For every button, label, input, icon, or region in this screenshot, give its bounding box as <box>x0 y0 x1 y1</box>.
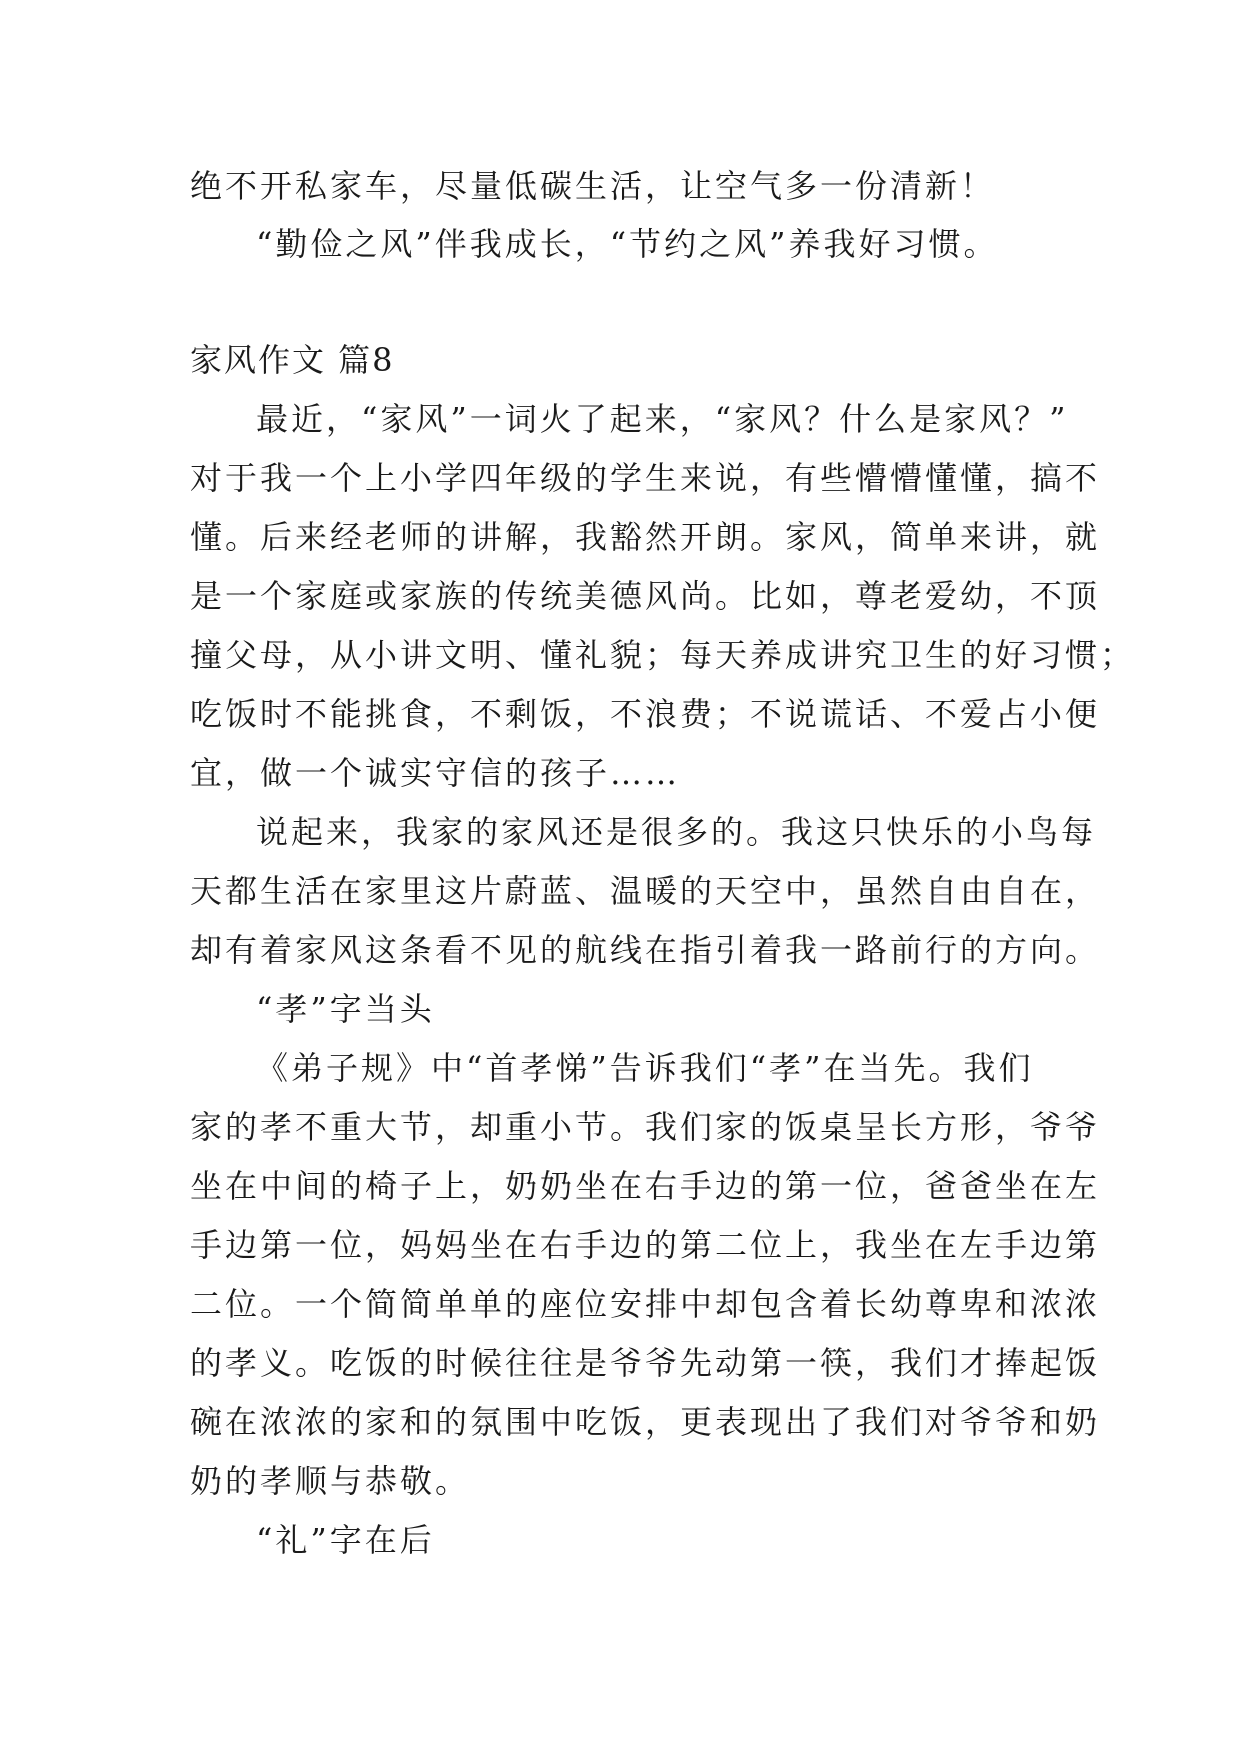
text-line: 说起来，我家的家风还是很多的。我这只快乐的小鸟每 <box>256 813 1097 851</box>
text-line: 却有着家风这条看不见的航线在指引着我一路前行的方向。 <box>190 931 1101 969</box>
text-line: 坐在中间的椅子上，奶奶坐在右手边的第一位，爸爸坐在左 <box>190 1167 1101 1205</box>
text-line: 最近，“家风”一词火了起来，“家风？什么是家风？” <box>256 400 1069 438</box>
text-line: 家的孝不重大节，却重小节。我们家的饭桌呈长方形，爷爷 <box>190 1108 1101 1146</box>
text-line: 吃饭时不能挑食，不剩饭，不浪费；不说谎话、不爱占小便 <box>190 695 1101 733</box>
text-line: 奶的孝顺与恭敬。 <box>190 1462 471 1500</box>
text-line: 是一个家庭或家族的传统美德风尚。比如，尊老爱幼，不顶 <box>190 577 1101 615</box>
section-heading: 家风作文 篇8 <box>190 341 395 379</box>
text-line: 撞父母，从小讲文明、懂礼貌；每天养成讲究卫生的好习惯； <box>190 636 1136 674</box>
subheading: “孝”字当头 <box>256 990 435 1028</box>
text-line: “勤俭之风”伴我成长，“节约之风”养我好习惯。 <box>256 225 999 263</box>
text-line: 天都生活在家里这片蔚蓝、温暖的天空中，虽然自由自在， <box>190 872 1101 910</box>
text-line: 碗在浓浓的家和的氛围中吃饭，更表现出了我们对爷爷和奶 <box>190 1403 1101 1441</box>
text-line: 懂。后来经老师的讲解，我豁然开朗。家风，简单来讲，就 <box>190 518 1101 556</box>
text-line: 对于我一个上小学四年级的学生来说，有些懵懵懂懂，搞不 <box>190 459 1101 497</box>
text-line: 《弟子规》中“首孝悌”告诉我们“孝”在当先。我们 <box>256 1049 1034 1087</box>
subheading: “礼”字在后 <box>256 1521 435 1559</box>
text-line: 的孝义。吃饭的时候往往是爷爷先动第一筷，我们才捧起饭 <box>190 1344 1101 1382</box>
text-line: 绝不开私家车，尽量低碳生活，让空气多一份清新！ <box>190 167 996 205</box>
text-line: 二位。一个简简单单的座位安排中却包含着长幼尊卑和浓浓 <box>190 1285 1101 1323</box>
text-line: 手边第一位，妈妈坐在右手边的第二位上，我坐在左手边第 <box>190 1226 1101 1264</box>
text-line: 宜，做一个诚实守信的孩子…… <box>190 754 681 792</box>
